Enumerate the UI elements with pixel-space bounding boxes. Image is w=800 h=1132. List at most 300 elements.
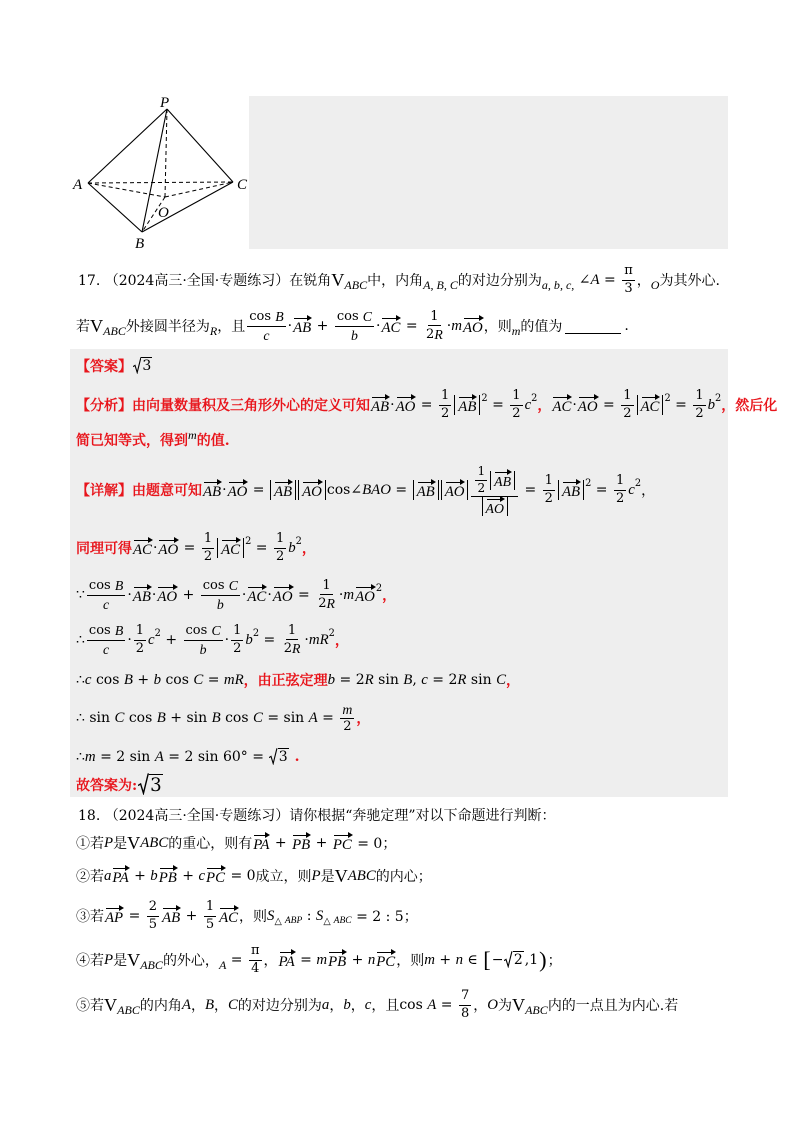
text-run: cos [336, 308, 363, 324]
text-run: 5 [148, 916, 158, 932]
numerator [204, 899, 216, 916]
math-var: b [327, 671, 336, 688]
text-run: = 2 : 5； [351, 909, 418, 925]
text-run: · [338, 587, 344, 603]
detail-line-3 [76, 575, 396, 615]
square-root-large [138, 773, 162, 797]
text-run: 2 [318, 595, 327, 611]
text-run: 2 [531, 392, 538, 404]
denominator [231, 641, 243, 657]
text-run: ， [190, 998, 205, 1014]
vector: AC [133, 538, 152, 558]
detail-line-4 [76, 620, 349, 660]
fraction [202, 531, 214, 565]
edge-ab [88, 183, 142, 232]
text-run: = [259, 632, 280, 648]
denominator [261, 327, 271, 344]
highlight-text: ， [334, 633, 349, 649]
edge-bc [142, 182, 233, 232]
text-run: 外接圆半径为 [125, 319, 210, 335]
superscript [376, 583, 382, 594]
math-var: C [253, 709, 263, 726]
math-var: R [434, 327, 443, 343]
highlight-text: . [289, 749, 300, 765]
math-var: c [364, 996, 372, 1013]
text-run: cos [88, 622, 115, 638]
vector: AO [273, 585, 293, 605]
superscript [531, 393, 537, 404]
text-run: , [412, 672, 422, 688]
text-run: + [347, 952, 368, 968]
text-run: 2 [283, 640, 292, 656]
triangle-symbol: V [511, 994, 526, 1015]
math-var: P [104, 951, 114, 968]
text-run: + [181, 908, 202, 924]
superscript [155, 628, 161, 639]
numerator [320, 578, 332, 595]
text-run: 为 [497, 998, 512, 1014]
text-run: ， [350, 998, 365, 1014]
math-var: O [487, 996, 498, 1013]
numerator [439, 388, 451, 405]
text-run: 1 [623, 388, 632, 404]
text-run: = [293, 587, 315, 603]
math-var: m [316, 951, 328, 968]
math-var: b [199, 641, 207, 657]
math-var: C [114, 709, 125, 726]
math-var: BAO [362, 481, 391, 498]
text-run: ∴ [76, 749, 85, 765]
text-run: △ [323, 915, 334, 927]
denominator [459, 1006, 471, 1022]
denominator [202, 549, 214, 565]
text-run: = [390, 482, 412, 498]
text-run: + [132, 672, 154, 688]
text-run: 2 [585, 477, 592, 489]
text-run: 1 [233, 623, 242, 639]
fraction [543, 473, 555, 507]
math-var: R [364, 671, 374, 688]
text-run: ， [473, 998, 488, 1014]
math-var: c [628, 481, 635, 498]
text-run: cos [399, 997, 428, 1013]
square-root [504, 951, 523, 969]
math-var: b [343, 996, 351, 1013]
answer-blank [565, 319, 621, 334]
text-run: cos [249, 308, 276, 324]
numerator [286, 623, 298, 640]
superscript [296, 536, 302, 547]
text-run: ； [547, 953, 562, 969]
text-run: 的对边分别为 [237, 998, 322, 1014]
detail-line-1 [76, 464, 656, 516]
text-run: 1 [203, 531, 213, 547]
text-run: = [670, 397, 692, 413]
vector: AB [203, 480, 221, 500]
proposition-4 [76, 940, 562, 980]
highlight-text: 【详解】由题意可知 [76, 483, 202, 499]
fraction [147, 899, 159, 933]
vector: AB [133, 585, 151, 605]
math-var: C [228, 578, 238, 594]
text-run: 3 [278, 749, 288, 766]
text-run: = [487, 397, 509, 413]
text-run: ⑤若 [76, 998, 104, 1014]
vector: AO [463, 316, 483, 336]
text-run: 1 [322, 577, 331, 593]
math-var: mR [308, 631, 329, 648]
fraction [439, 388, 451, 422]
text-run: = 2 [335, 672, 365, 688]
text-run: 2 [426, 326, 435, 342]
text-run: cos [88, 577, 115, 593]
square-root [269, 748, 288, 766]
math-var: b [707, 396, 716, 413]
absolute-value [637, 395, 664, 415]
text-run: + [311, 835, 332, 851]
text-run: 2 [233, 640, 242, 656]
denominator [475, 481, 487, 496]
highlight-text: 的值. [196, 433, 230, 449]
text-run: 内的一点且为内心.若 [547, 998, 679, 1014]
text-run: 2 [477, 480, 486, 495]
math-var: c [103, 641, 110, 657]
math-var: m [451, 317, 462, 334]
analysis-line-1 [76, 385, 777, 425]
superscript [715, 393, 721, 404]
vector: PC [206, 866, 225, 886]
text-run: + [129, 868, 151, 884]
detail-line-2 [76, 528, 316, 568]
math-var: R [457, 671, 467, 688]
radical-sign [269, 748, 277, 765]
text-run: 的重心，则有 [168, 836, 253, 852]
vector: AB [562, 480, 580, 500]
math-var: b [216, 596, 224, 612]
math-var: C [211, 623, 221, 639]
vector: AO [355, 585, 375, 605]
text-run: 2 [512, 405, 521, 421]
text-run: 2 [343, 718, 352, 734]
vector: AC [641, 395, 660, 415]
denominator [479, 497, 511, 516]
text-run: ， [214, 998, 228, 1014]
text-run: ∠ [574, 272, 591, 288]
text-run: + [177, 868, 199, 884]
math-var: B [275, 309, 284, 325]
math-var: A [427, 996, 437, 1013]
text-run: : [302, 908, 316, 924]
fraction [204, 899, 216, 933]
text-run: ∈ [462, 952, 483, 968]
text-run: = [203, 672, 224, 688]
fraction [693, 388, 705, 422]
height-po [165, 109, 167, 197]
text-run: 2 [154, 627, 161, 639]
math-var: b [153, 671, 161, 688]
text-run: ，则 [483, 319, 512, 335]
math-var: B [123, 671, 133, 688]
highlight-text: 【答案】 [76, 359, 132, 375]
text-run: 的值为 [520, 319, 563, 335]
text-run: π [624, 263, 633, 279]
numerator [693, 388, 705, 405]
text-run: 3 [624, 280, 633, 296]
vector: PC [376, 950, 395, 970]
text-run: 中，内角 [367, 273, 424, 289]
superscript [664, 393, 670, 404]
text-run: · [390, 397, 395, 413]
denominator [543, 491, 555, 507]
text-run: ∴ sin [76, 710, 115, 726]
fraction [459, 988, 471, 1022]
vector: AC [247, 585, 266, 605]
highlight-text: ，由正弦定理 [243, 673, 328, 689]
text-run: π [250, 943, 260, 959]
math-var-lowered: ABC [140, 957, 163, 972]
bracket: ) [539, 946, 547, 972]
text-run: 17. （2024高三·全国·专题练习）在锐角 [78, 273, 332, 289]
math-var: S [315, 907, 324, 924]
math-var-lowered: R [209, 323, 218, 338]
text-run: 1 [287, 622, 297, 638]
fraction [471, 464, 518, 515]
label-p: P [160, 95, 170, 111]
denominator [341, 719, 353, 735]
text-run: ， [641, 483, 656, 499]
math-var: a [321, 996, 330, 1013]
proposition-3 [76, 896, 418, 936]
math-var: B [114, 578, 124, 594]
label-c: C [237, 177, 248, 193]
vector: AB [458, 395, 476, 415]
vector: AB [494, 470, 511, 489]
vector: PA [112, 866, 128, 886]
fraction [184, 622, 223, 657]
denominator [621, 406, 633, 422]
text-run: · [446, 318, 452, 334]
numerator [340, 701, 354, 719]
math-var: c [198, 867, 206, 884]
vector: AC [221, 538, 240, 558]
math-var-lowered: ABC [117, 1002, 140, 1017]
radicand [141, 357, 152, 375]
text-run: 7 [460, 988, 470, 1004]
text-run: + [434, 952, 456, 968]
problem-17-stem-line-1 [78, 260, 720, 300]
text-run: 是 [113, 953, 128, 969]
math-var-lowered: a, b, c, [541, 277, 575, 292]
highlight-text: ， [537, 398, 552, 414]
math-var: n [455, 951, 463, 968]
fraction [614, 473, 626, 507]
absolute-value [217, 538, 244, 558]
denominator [622, 281, 634, 297]
highlight-text: ， [356, 711, 371, 727]
denominator [282, 640, 303, 657]
text-run: 的内角 [139, 998, 182, 1014]
math-var: c [421, 671, 428, 688]
detail-line-6 [76, 698, 370, 738]
label-a: A [73, 177, 83, 193]
denominator [215, 596, 226, 613]
fraction [621, 388, 633, 422]
math-var-lowered: ABC [344, 277, 368, 292]
math-var: B [211, 709, 221, 726]
vector: AB [274, 480, 292, 500]
text-run: · [151, 587, 157, 603]
text-run: 2 [664, 392, 671, 404]
subscript [274, 916, 302, 927]
edge-pa [88, 109, 167, 183]
numerator [184, 622, 223, 640]
triangle-symbol: V [127, 949, 141, 970]
text-run: ， [636, 273, 651, 289]
text-run: ，则 [239, 909, 268, 925]
text-run: 2 [252, 627, 260, 639]
triangle-symbol: V [334, 865, 348, 886]
text-run: 若 [76, 319, 90, 335]
radicand [278, 748, 289, 766]
pyramid-figure [60, 90, 260, 255]
label-o: O [158, 205, 169, 221]
text-run: = [591, 482, 612, 498]
text-run: · [267, 587, 272, 603]
text-run: · [152, 540, 158, 556]
text-run: ，且 [217, 319, 246, 335]
text-run: + [270, 835, 292, 851]
radicand [513, 951, 524, 969]
fraction [282, 623, 303, 658]
segment-ao [88, 183, 165, 197]
math-var: C [362, 309, 372, 325]
fraction [424, 309, 445, 344]
text-run: · [376, 318, 381, 334]
text-run: = [416, 397, 437, 413]
radical-sign [133, 357, 141, 374]
fraction [335, 308, 374, 343]
math-var-lowered: O [650, 277, 660, 292]
text-run: 5 [205, 916, 215, 932]
math-var: b [350, 327, 358, 343]
text-run: 2 [615, 490, 625, 506]
math-var: C [228, 996, 238, 1013]
text-run: cos [202, 577, 229, 593]
text-run: . [624, 318, 629, 334]
text-run: = 0 [226, 868, 256, 884]
text-run: 2 [203, 548, 213, 564]
text-run: 2 [695, 405, 704, 421]
text-run: 是 [320, 869, 335, 885]
text-run: · [304, 632, 309, 648]
highlight-text: ， [382, 588, 397, 604]
absolute-value [298, 480, 326, 500]
math-var: S [267, 907, 275, 924]
fraction [274, 531, 286, 565]
highlight-text: ， [505, 673, 520, 689]
absolute-value [454, 395, 480, 415]
text-run: · [224, 632, 230, 648]
answer-line [76, 346, 153, 386]
math-var: ABC [347, 867, 376, 884]
math-var: c [263, 327, 270, 343]
math-var: ABP [284, 916, 303, 926]
absolute-value [558, 480, 584, 500]
text-run: 1 [615, 473, 625, 489]
fraction [510, 388, 522, 422]
text-run: cos [220, 710, 253, 726]
math-var-lowered: ABC [103, 323, 126, 338]
math-var: m [424, 951, 435, 968]
numerator [147, 899, 159, 916]
text-run: 3 [150, 775, 162, 797]
numerator [274, 531, 286, 548]
vector: AB [371, 395, 389, 415]
absolute-value [441, 480, 469, 500]
numerator [231, 623, 243, 640]
math-var: R [326, 596, 335, 612]
fraction [475, 464, 487, 495]
text-run: = 0； [352, 836, 397, 852]
numerator [614, 473, 626, 490]
numerator [471, 464, 518, 496]
text-run: 1 [205, 899, 215, 915]
math-var: c [524, 396, 532, 413]
math-var: m [342, 701, 353, 717]
absolute-value [413, 480, 439, 500]
numerator [249, 943, 262, 960]
denominator [439, 406, 451, 422]
math-var-lowered: ABC [525, 1002, 548, 1017]
math-var: c [103, 596, 110, 612]
text-run: = [520, 482, 541, 498]
math-var: B [204, 996, 214, 1013]
text-run: + sin [165, 710, 212, 726]
superscript [481, 393, 487, 404]
superscript [585, 478, 591, 489]
math-var: b [288, 539, 296, 556]
vector: AO [157, 585, 177, 605]
text-run: 1 [441, 388, 450, 404]
text-run: 2 [275, 548, 285, 564]
text-run: ∴ [76, 632, 85, 648]
text-run: 的对边分别为 [457, 273, 542, 289]
math-var: ABC [140, 834, 169, 851]
text-run: 1 [544, 473, 553, 489]
vector: AO [578, 395, 598, 415]
text-run: = [179, 540, 200, 556]
math-var: A [181, 996, 191, 1013]
text-run: = [436, 997, 457, 1013]
numerator [335, 308, 374, 326]
vector: AO [445, 480, 465, 500]
numerator [87, 622, 125, 640]
math-var: C [193, 671, 204, 688]
superscript [245, 536, 251, 547]
text-run: ，则 [396, 953, 425, 969]
numerator [459, 988, 471, 1005]
text-run: · [287, 318, 293, 334]
vector: PB [159, 866, 177, 886]
vector: AC [219, 906, 238, 926]
math-var: m [343, 586, 355, 603]
text-run: − [491, 952, 504, 968]
numerator [202, 531, 214, 548]
superscript [635, 478, 641, 489]
absolute-value [482, 497, 508, 516]
text-run: 2 [245, 535, 252, 547]
text-run: ①若 [76, 836, 104, 852]
